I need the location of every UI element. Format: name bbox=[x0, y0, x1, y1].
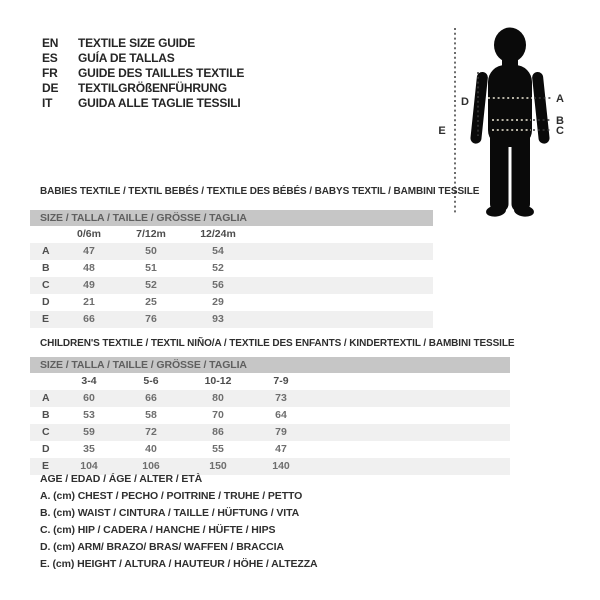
row-label: E bbox=[42, 460, 50, 472]
legend-item-arm: D. (cm) ARM/ BRAZO/ BRAS/ WAFFEN / BRACCIA bbox=[40, 541, 284, 553]
size-value: 48 bbox=[83, 262, 95, 274]
language-title: TEXTILE SIZE GUIDE bbox=[78, 36, 196, 50]
measurement-legend bbox=[40, 471, 318, 573]
language-title: GUIDE DES TAILLES TEXTILE bbox=[78, 66, 245, 80]
size-value: 64 bbox=[275, 409, 287, 421]
size-value: 21 bbox=[83, 296, 95, 308]
size-value: 150 bbox=[209, 460, 227, 472]
babies-size-header-bar: SIZE / TALLA / TAILLE / GRÖSSE / TAGLIA bbox=[30, 210, 433, 226]
language-title: GUÍA DE TALLAS bbox=[78, 51, 175, 65]
column-header: 5-6 bbox=[143, 375, 159, 387]
legend-item-waist: B. (cm) WAIST / CINTURA / TAILLE / HÜFTUNG / VITA bbox=[40, 507, 300, 519]
row-label: B bbox=[42, 409, 50, 421]
size-value: 104 bbox=[80, 460, 98, 472]
table-row bbox=[30, 424, 510, 441]
size-value: 55 bbox=[212, 443, 224, 455]
size-value: 50 bbox=[145, 245, 157, 257]
column-header: 12/24m bbox=[200, 228, 236, 240]
size-value: 76 bbox=[145, 313, 157, 325]
table-row bbox=[30, 441, 510, 458]
figure-label-b: B bbox=[556, 115, 564, 127]
row-label: C bbox=[42, 279, 50, 291]
column-header: 7-9 bbox=[273, 375, 289, 387]
legend-item-height: E. (cm) HEIGHT / ALTURA / HAUTEUR / HÖHE / ALTEZZA bbox=[40, 558, 318, 570]
legend-item-chest: A. (cm) CHEST / PECHO / POITRINE / TRUHE / PETTO bbox=[40, 490, 303, 502]
table-row bbox=[30, 407, 510, 424]
table-row bbox=[30, 294, 433, 311]
size-value: 52 bbox=[145, 279, 157, 291]
table-row bbox=[30, 311, 433, 328]
size-value: 70 bbox=[212, 409, 224, 421]
size-value: 93 bbox=[212, 313, 224, 325]
size-value: 56 bbox=[212, 279, 224, 291]
row-label: D bbox=[42, 296, 50, 308]
size-value: 66 bbox=[145, 392, 157, 404]
size-value: 140 bbox=[272, 460, 290, 472]
language-code: ES bbox=[42, 51, 58, 65]
column-header: 0/6m bbox=[77, 228, 101, 240]
size-value: 49 bbox=[83, 279, 95, 291]
row-label: E bbox=[42, 313, 50, 325]
language-title: TEXTILGRÖßENFÜHRUNG bbox=[78, 81, 227, 95]
size-value: 79 bbox=[275, 426, 287, 438]
size-value: 35 bbox=[83, 443, 95, 455]
figure-label-a: A bbox=[556, 93, 564, 105]
child-silhouette bbox=[470, 28, 550, 218]
language-code: IT bbox=[42, 96, 53, 110]
table-row bbox=[30, 243, 433, 260]
legend-item-hip: C. (cm) HIP / CADERA / HANCHE / HÜFTE / HIPS bbox=[40, 524, 276, 536]
row-label: D bbox=[42, 443, 50, 455]
row-label: A bbox=[42, 392, 50, 404]
legend-title: AGE / EDAD / ÁGE / ALTER / ETÀ bbox=[40, 473, 203, 485]
figure-label-c: C bbox=[556, 125, 564, 137]
row-label: B bbox=[42, 262, 50, 274]
figure-label-e: E bbox=[438, 125, 446, 137]
children-section-title: CHILDREN'S TEXTILE / TEXTIL NIÑO/A / TEXTILE DES ENFANTS / KINDERTEXTIL / BAMBINI TESSILE bbox=[40, 338, 515, 349]
size-value: 40 bbox=[145, 443, 157, 455]
language-row-it bbox=[42, 96, 244, 111]
size-value: 66 bbox=[83, 313, 95, 325]
language-row-es bbox=[42, 51, 244, 66]
size-value: 29 bbox=[212, 296, 224, 308]
size-value: 59 bbox=[83, 426, 95, 438]
size-value: 73 bbox=[275, 392, 287, 404]
column-header: 10-12 bbox=[204, 375, 232, 387]
children-column-header-row bbox=[30, 373, 510, 390]
size-value: 86 bbox=[212, 426, 224, 438]
size-value: 80 bbox=[212, 392, 224, 404]
size-value: 47 bbox=[83, 245, 95, 257]
language-row-fr bbox=[42, 66, 244, 81]
size-value: 53 bbox=[83, 409, 95, 421]
language-code: DE bbox=[42, 81, 59, 95]
table-row bbox=[30, 260, 433, 277]
babies-section-title: BABIES TEXTILE / TEXTIL BEBÉS / TEXTILE DES BÉBÉS / BABYS TEXTIL / BAMBINI TESSILE bbox=[40, 186, 480, 197]
size-value: 72 bbox=[145, 426, 157, 438]
size-value: 25 bbox=[145, 296, 157, 308]
language-row-en bbox=[42, 36, 244, 51]
row-label: A bbox=[42, 245, 50, 257]
size-value: 60 bbox=[83, 392, 95, 404]
size-value: 106 bbox=[142, 460, 160, 472]
size-value: 54 bbox=[212, 245, 224, 257]
babies-size-table bbox=[30, 210, 433, 328]
size-value: 47 bbox=[275, 443, 287, 455]
language-row-de bbox=[42, 81, 244, 96]
language-code: FR bbox=[42, 66, 58, 80]
row-label: C bbox=[42, 426, 50, 438]
size-value: 58 bbox=[145, 409, 157, 421]
figure-label-d: D bbox=[461, 96, 469, 108]
column-header: 3-4 bbox=[81, 375, 97, 387]
children-size-header-bar: SIZE / TALLA / TAILLE / GRÖSSE / TAGLIA bbox=[30, 357, 510, 373]
column-header: 7/12m bbox=[136, 228, 166, 240]
language-title: GUIDA ALLE TAGLIE TESSILI bbox=[78, 96, 241, 110]
table-row bbox=[30, 390, 510, 407]
language-title-list bbox=[42, 36, 244, 111]
size-value: 52 bbox=[212, 262, 224, 274]
children-size-table bbox=[30, 357, 510, 475]
table-row bbox=[30, 277, 433, 294]
language-code: EN bbox=[42, 36, 59, 50]
babies-column-header-row bbox=[30, 226, 433, 243]
size-value: 51 bbox=[145, 262, 157, 274]
